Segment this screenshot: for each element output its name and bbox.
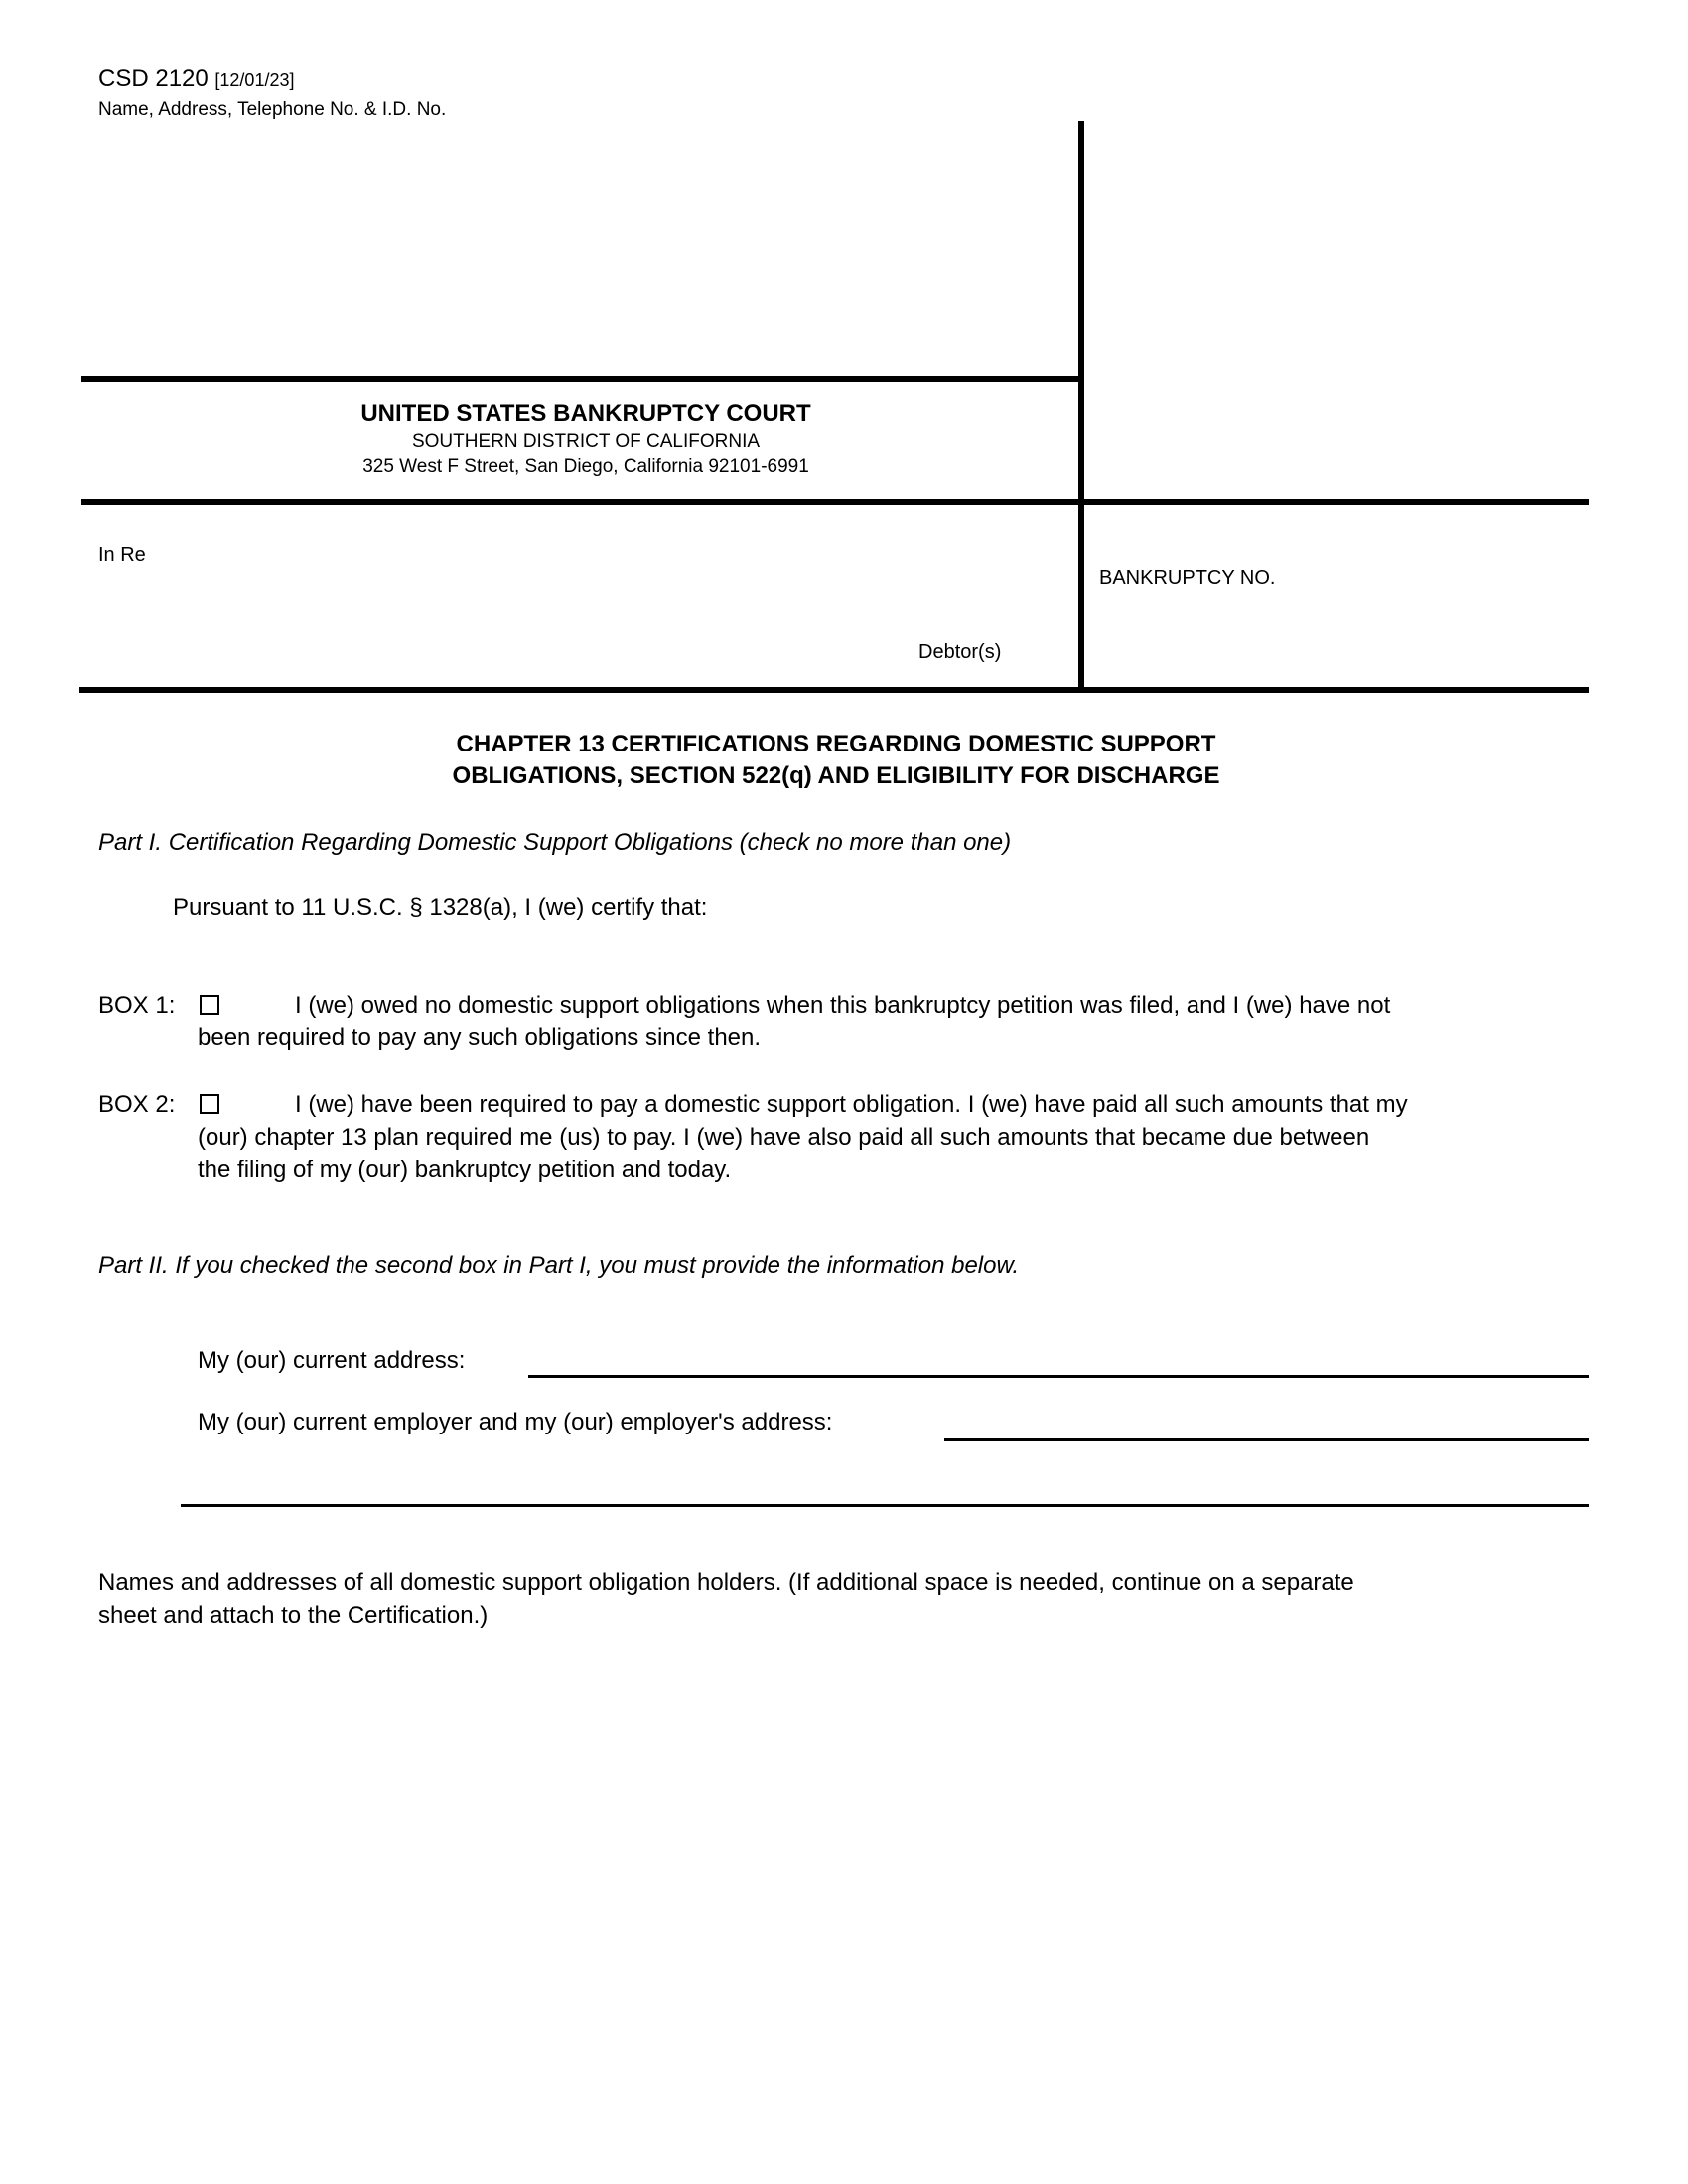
divider-line	[81, 499, 1589, 505]
form-number: CSD 2120	[98, 66, 209, 92]
box2-text: I (we) have been required to pay a domestic support obligation. I (we) have paid all such amounts that my	[295, 1091, 1408, 1118]
court-district: SOUTHERN DISTRICT OF CALIFORNIA	[411, 431, 761, 452]
employer-field[interactable]	[944, 1438, 1589, 1441]
vertical-divider	[1078, 121, 1084, 693]
divider-line	[79, 687, 1589, 693]
current-address-field[interactable]	[528, 1375, 1589, 1378]
court-name: UNITED STATES BANKRUPTCY COURT	[360, 400, 811, 427]
document-title-line1: CHAPTER 13 CERTIFICATIONS REGARDING DOMESTIC SUPPORT	[456, 731, 1216, 757]
in-re-label: In Re	[98, 544, 146, 566]
debtors-label: Debtor(s)	[918, 641, 1002, 663]
document-title-line2: OBLIGATIONS, SECTION 522(q) AND ELIGIBILITY FOR DISCHARGE	[452, 762, 1220, 789]
part1-intro: Pursuant to 11 U.S.C. § 1328(a), I (we) certify that:	[173, 894, 708, 921]
form-id	[98, 68, 294, 91]
part2-heading: Part II. If you checked the second box in Part I, you must provide the information below.	[98, 1252, 1020, 1279]
divider-line	[81, 376, 1082, 382]
court-address: 325 West F Street, San Diego, California 92101-6991	[362, 456, 809, 477]
attorney-label: Name, Address, Telephone No. & I.D. No.	[98, 99, 447, 120]
part1-heading: Part I. Certification Regarding Domestic Support Obligations (check no more than one)	[98, 829, 1012, 856]
form-date: [12/01/23]	[214, 70, 295, 90]
box2-text: the filing of my (our) bankruptcy petition and today.	[198, 1157, 732, 1183]
holders-instructions: sheet and attach to the Certification.)	[98, 1602, 489, 1629]
box2-checkbox[interactable]	[200, 1094, 219, 1114]
holders-instructions: Names and addresses of all domestic support obligation holders. (If additional space is needed, continue on a separate	[98, 1570, 1354, 1596]
employer-label: My (our) current employer and my (our) employer's address:	[198, 1409, 833, 1435]
bankruptcy-no-label: BANKRUPTCY NO.	[1099, 567, 1276, 589]
box1-text: I (we) owed no domestic support obligations when this bankruptcy petition was filed, and I (we) have not	[295, 992, 1391, 1019]
box1-label: BOX 1:	[98, 992, 176, 1019]
box1-text: been required to pay any such obligations since then.	[198, 1024, 762, 1051]
box2-label: BOX 2:	[98, 1091, 176, 1118]
box2-text: (our) chapter 13 plan required me (us) to pay. I (we) have also paid all such amounts that became due between	[198, 1124, 1370, 1151]
box1-checkbox[interactable]	[200, 995, 219, 1015]
employer-field-continued[interactable]	[181, 1504, 1589, 1507]
current-address-label: My (our) current address:	[198, 1347, 466, 1374]
